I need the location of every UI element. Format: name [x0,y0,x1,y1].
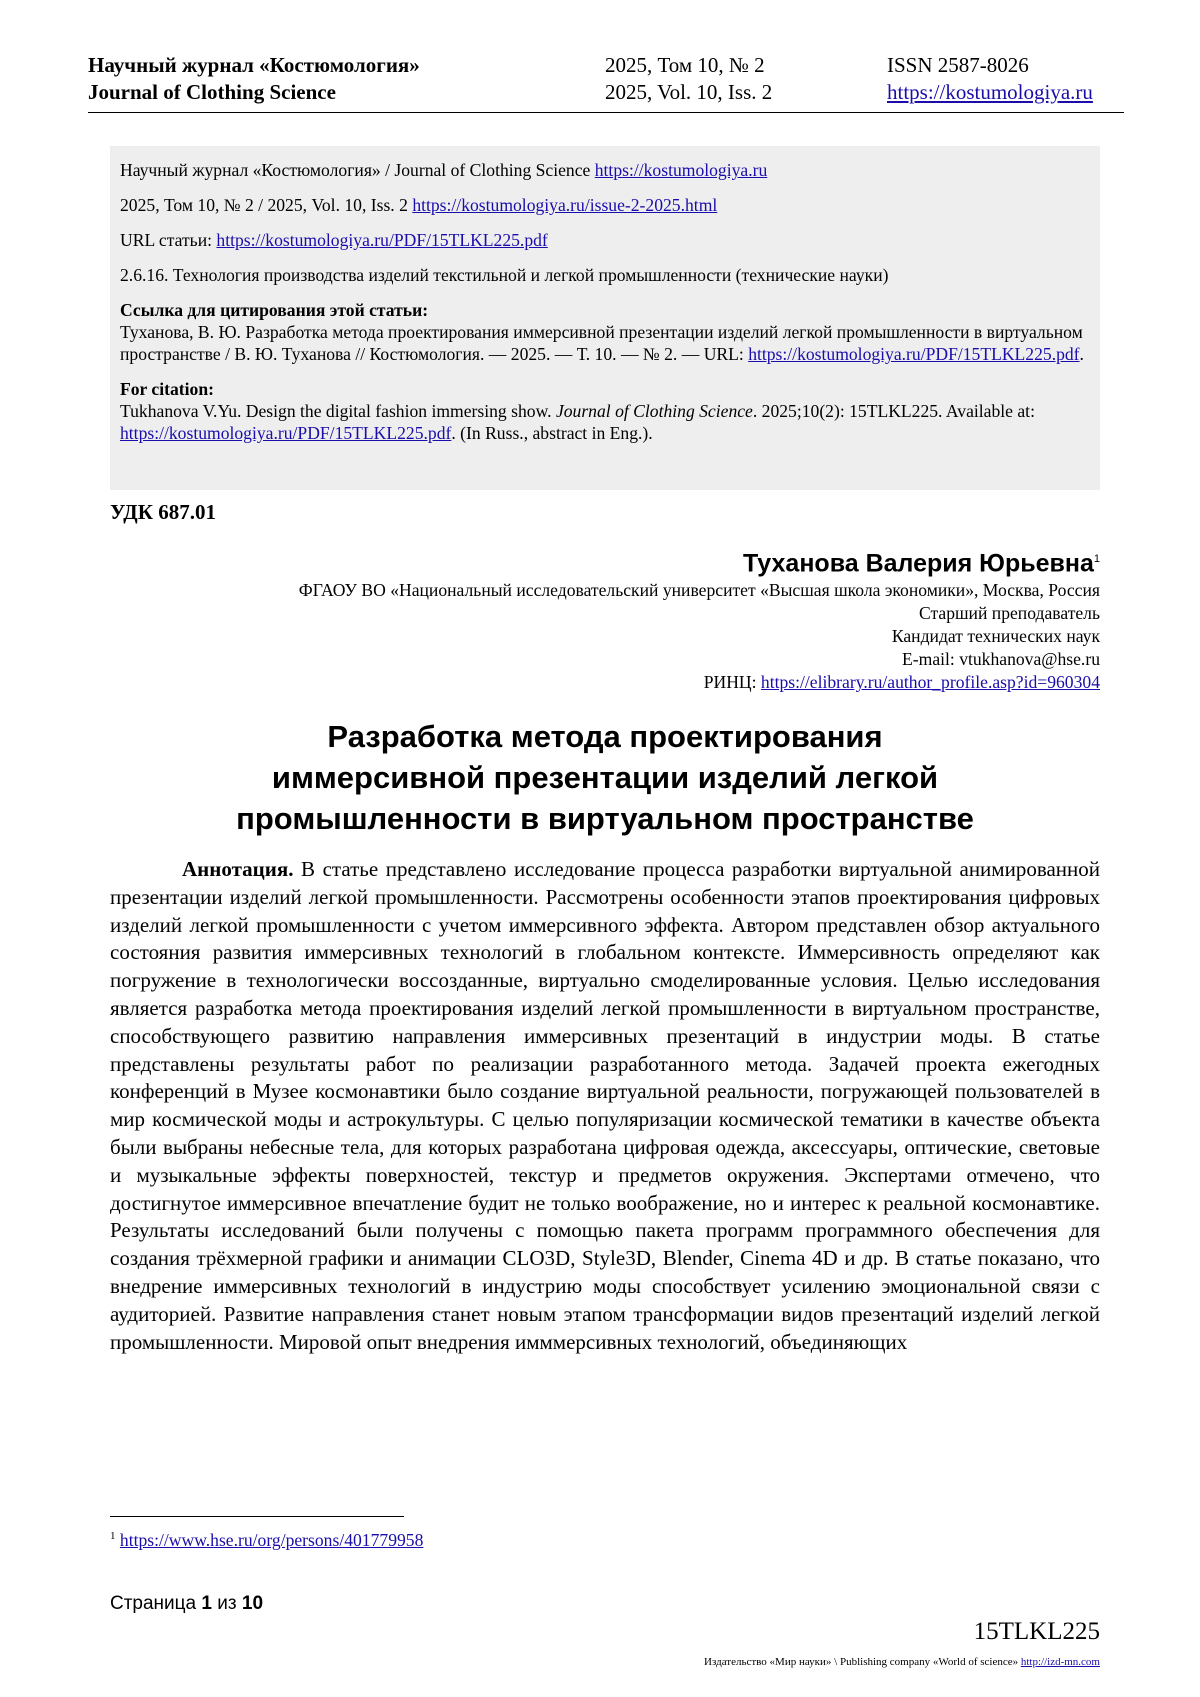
page-total: 10 [241,1593,264,1614]
article-title [110,716,1100,839]
author-rinc [299,671,1100,694]
citation-en-journal: Journal of Clothing Science [555,401,753,421]
citation-en [120,378,1092,444]
issn: ISSN 2587-8026 [887,53,1029,77]
citation-ru-label: Ссылка для цитирования этой статьи: [120,300,429,320]
issue-ru: 2025, Том 10, № 2 [605,53,765,77]
title-line-3: промышленности в виртуальном пространстве [236,801,974,836]
citation-box [110,146,1100,490]
citation-issue-text: 2025, Том 10, № 2 / 2025, Vol. 10, Iss. 2 [120,195,413,215]
header-issue [605,52,772,106]
citation-en-label: For citation: [120,379,214,399]
citation-en-end: . (In Russ., abstract in Eng.). [451,423,653,443]
author-position: Старший преподаватель [918,603,1100,624]
citation-journal-text: Научный журнал «Костюмология» / Journal of Clothing Science [120,160,595,180]
author-name: Туханова Валерия Юрьевна [742,549,1094,578]
journal-site-link[interactable]: https://kostumologiya.ru [887,80,1093,104]
author-email: E-mail: vtukhanova@hse.ru [902,649,1100,670]
journal-name-ru: Научный журнал «Костюмология» [88,53,420,77]
author-name-line [299,543,1100,579]
header-journal-names [88,52,420,106]
citation-issue-line [120,194,1092,216]
title-line-2: иммерсивной презентации изделий легкой [271,760,939,795]
abstract [110,856,1100,1356]
citation-en-text2: . 2025;10(2): 15TLKL225. Available at: [752,401,1035,421]
journal-home-link[interactable]: https://kostumologiya.ru [594,160,768,180]
udk-code: УДК 687.01 [110,500,216,524]
abstract-text: В статье представлено исследование процесса разработки виртуальной анимированной презентации изделий легкой промышленности. Рассмотрены особенности этапов проектирования цифровых изделий легкой промышленности с учетом иммерсивного эффекта. Автором представлен обзор актуального состояния развития иммерсивных технологий в глобальном контексте. Иммерсивность определяют как погружение в технологически воссозданные, виртуально смоделированные условия. Целью исследования является разработка метода проектирования изделий легкой промышленности в виртуальном пространстве, способствующего развитию направления иммерсивных презентаций в индустрии моды. В статье представлены результаты работ по реализации разработанного метода. Задачей проекта ежегодных конференций в Музее космонавтики было создание виртуальной реальности, погружающей пользователей в мир космической моды и астрокультуры. С целью популяризации космической тематики в качестве объекта были выбраны небесные тела, для которых разработана цифровая одежда, аксессуары, оптические, световые и музыкальные эффекты поверхностей, текстур и предметов окружения. Экспертами отмечено, что достигнутое иммерсивное впечатление будит не только воображение, но и интерес к реальной космонавтике. Результаты исследований были получены с помощью пакета программ программного обеспечения для создания трёхмерной графики и анимации CLO3D, Style3D, Blender, Cinema 4D и др. В статье показано, что внедрение иммерсивных технологий в индустрию моды способствует усилению эмоциональной связи с аудиторией. Развитие направления станет новым этапом трансформации видов презентаций изделий легкой промышленности. Мировой опыт внедрения имммерсивных технологий, объединяющих [110,857,1100,1354]
article-pdf-link[interactable]: https://kostumologiya.ru/PDF/15TLKL225.pdf [216,230,548,250]
citation-en-link[interactable]: https://kostumologiya.ru/PDF/15TLKL225.pdf [120,423,452,443]
page-number [110,1593,263,1615]
publisher-link[interactable]: http://izd-mn.com [1020,1656,1100,1668]
author-rinc-label: РИНЦ: [703,672,761,693]
author-affiliation: ФГАОУ ВО «Национальный исследовательский университет «Высшая школа экономики», Москва, Россия [298,580,1100,601]
page-of: из [211,1593,242,1614]
citation-en-text1: Tukhanova V.Yu. Design the digital fashion immersing show. [120,401,556,421]
issue-en: 2025, Vol. 10, Iss. 2 [605,80,773,104]
article-url-label: URL статьи: [120,230,217,250]
rinc-profile-link[interactable]: https://elibrary.ru/author_profile.asp?id=960304 [760,672,1100,693]
author-footnote-mark: 1 [1093,553,1100,565]
article-url-line [120,229,1092,251]
footnote-link[interactable]: https://www.hse.ru/org/persons/401779958 [119,1530,424,1550]
article-code: 15TLKL225 [973,1618,1100,1645]
citation-ru-end: . [1079,344,1084,364]
author-block [299,543,1100,694]
citation-ru [120,299,1092,365]
publisher-text: Издательство «Мир науки» \ Publishing company «World of science» [704,1656,1021,1668]
footnote [110,1530,423,1551]
abstract-label: Аннотация. [182,857,294,881]
page-current: 1 [201,1593,212,1614]
title-line-1: Разработка метода проектирования [327,719,883,754]
author-degree: Кандидат технических наук [891,626,1100,647]
publisher-line [704,1656,1100,1668]
citation-ru-link[interactable]: https://kostumologiya.ru/PDF/15TLKL225.pdf [748,344,1080,364]
journal-name-en: Journal of Clothing Science [88,80,336,104]
page-prefix: Страница [110,1593,202,1614]
citation-ru-text: Туханова, В. Ю. Разработка метода проектирования иммерсивной презентации изделий легкой промышленности в виртуальном пространстве / В. Ю. Туханова // Костюмология. — 2025. — Т. 10. — № 2. — URL: [120,322,1083,364]
specialty-line: 2.6.16. Технология производства изделий текстильной и легкой промышленности (технические науки) [120,265,889,285]
citation-journal-line [120,159,1092,181]
footnote-mark: 1 [110,1530,116,1543]
header-issn-site [887,52,1093,106]
issue-link[interactable]: https://kostumologiya.ru/issue-2-2025.html [412,195,718,215]
footnote-divider [110,1516,404,1517]
journal-header [88,52,1124,113]
